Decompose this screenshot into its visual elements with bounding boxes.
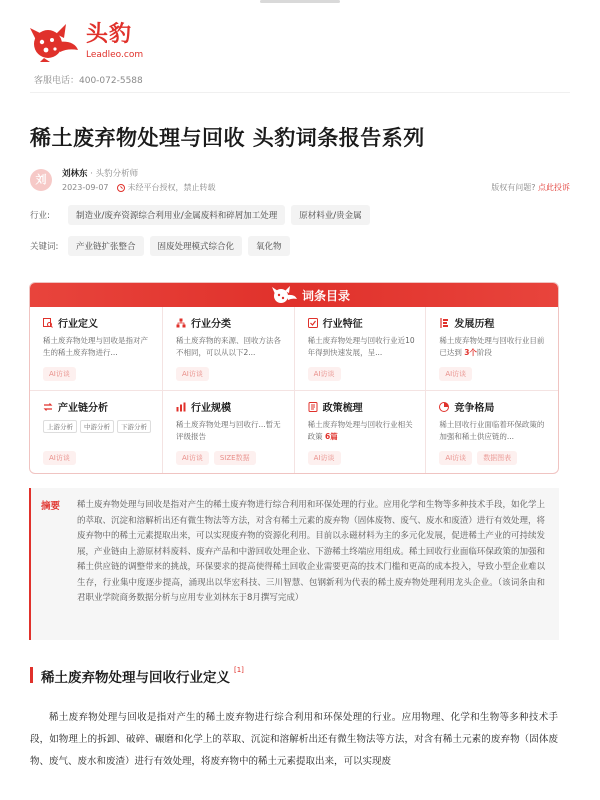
ai-interview-tag[interactable]: AI访谈	[308, 367, 341, 381]
author-info	[30, 167, 570, 197]
no-reprint-icon	[117, 184, 125, 192]
downstream-tag[interactable]: 下游分析	[117, 420, 151, 433]
logo-wordmark: 头豹	[86, 22, 133, 47]
desc-text: 阶段	[476, 348, 492, 357]
abstract-label: 摘要	[41, 501, 61, 512]
toc-header	[30, 283, 558, 307]
author-avatar: 刘	[30, 169, 52, 191]
toc-item-chain[interactable]	[30, 391, 163, 474]
upstream-tag[interactable]: 上游分析	[43, 420, 77, 433]
abstract-box	[29, 488, 559, 640]
policy-icon	[308, 402, 318, 412]
reprint-restriction: 未经平台授权，禁止转载	[127, 183, 216, 192]
size-data-tag[interactable]: SIZE数据	[214, 451, 256, 465]
toc-item-competition[interactable]	[426, 391, 558, 474]
leadleo-logo[interactable]	[28, 22, 143, 62]
keyword-row	[30, 236, 296, 256]
category-icon	[176, 318, 186, 328]
publish-meta	[62, 182, 216, 193]
toc-item-desc: 稀土废弃物处理与回收是指对产生的稀土废弃物进行...	[43, 336, 148, 357]
toc-item-title: 政策梳理	[322, 403, 363, 414]
section-heading	[30, 666, 244, 686]
policy-count: 6篇	[325, 432, 338, 441]
toc-item-desc	[439, 335, 550, 359]
toc-item-desc: 稀土废弃物处理与回收行业近10年得到快速发展，呈...	[307, 336, 415, 357]
chain-icon	[43, 402, 53, 412]
ai-interview-tag[interactable]: AI访谈	[439, 451, 472, 465]
toc-item-title: 产业链分析	[58, 403, 108, 414]
industry-label: 行业:	[30, 211, 50, 221]
toc-item-title: 发展历程	[454, 319, 495, 330]
industry-tag[interactable]: 原材料业/贵金属	[291, 205, 369, 225]
keyword-tag[interactable]: 产业链扩张整合	[68, 236, 144, 256]
chart-data-tag[interactable]: 数据图表	[477, 451, 517, 465]
toc-item-desc: 稀土回收行业面临着环保政策的加强和稀土供应链的...	[439, 420, 545, 441]
toc-item-feature[interactable]	[295, 307, 427, 391]
toc-item-category[interactable]	[163, 307, 295, 391]
history-icon	[439, 318, 449, 328]
keyword-tag[interactable]: 氧化物	[248, 236, 290, 256]
top-scroll-stub	[260, 0, 340, 3]
copyright-prompt: 版权有问题?	[491, 183, 536, 192]
toc-item-title: 行业规模	[191, 403, 231, 414]
toc-item-title: 行业特征	[322, 319, 363, 330]
feature-icon	[308, 318, 318, 328]
desc-text: 稀土废弃物处理与回收行业相关政策	[307, 420, 413, 441]
ai-interview-tag[interactable]: AI访谈	[43, 451, 76, 465]
section-body: 稀土废弃物处理与回收是指对产生的稀土废弃物进行综合利用和环保处理的行业。应用物理、化学和生物等多种技术手段，如物理上的拆卸、破碎、碾磨和化学上的萃取、沉淀和溶解析出还有微生物法等方法，对含有稀土元素的废弃物（固体废物、废气、废水和废渣）进行有效处理，将废弃物中的稀土元素提取出来，可以实现废	[30, 712, 558, 767]
ai-interview-tag[interactable]: AI访谈	[43, 367, 76, 381]
toc-item-title: 竞争格局	[454, 403, 495, 414]
ai-interview-tag[interactable]: AI访谈	[439, 367, 472, 381]
service-hotline: 客服电话：400-072-5588	[34, 76, 143, 86]
section-title: 稀土废弃物处理与回收行业定义	[41, 670, 230, 686]
keyword-tag[interactable]: 固废处理模式综合化	[150, 236, 243, 256]
toc-item-title: 行业分类	[191, 319, 231, 330]
desc-text: 稀土废弃物处理与回收行业目前已达到	[439, 336, 545, 357]
author-name-line	[62, 167, 138, 179]
ai-interview-tag[interactable]: AI访谈	[176, 451, 209, 465]
toc-item-desc: 稀土废弃物的来源、回收方法各不相同，可以从以下2...	[176, 336, 281, 357]
author-role: · 头豹分析师	[87, 169, 139, 179]
leopard-icon	[270, 285, 298, 305]
table-of-contents	[29, 282, 559, 474]
ai-interview-tag[interactable]: AI访谈	[308, 451, 341, 465]
report-title: 稀土废弃物处理与回收 头豹词条报告系列	[30, 126, 425, 150]
abstract-text: 稀土废弃物处理与回收是指对产生的稀土废弃物进行综合利用和环保处理的行业。应用化学和生物等多种技术手段，如化学上的萃取、沉淀和溶解析出还有微生物法等方法，对含有稀土元素的废弃物（固体废物、废气、废水和废渣）进行有效处理，将废弃物中的稀土元素提取出来，可以实现废弃物的资源化利用。目前以永磁材料为主的多元化发展，促进稀土产业的可持续发展，产业链由上游原材料废料、废弃产品和中游回收处理企业、下游稀土终端应用组成。稀土回收行业面临环保政策的加强和稀土供应链的调整带来的挑战，环保要求的提高使得稀土回收企业需要更高的技术门槛和更高的成本投入，导致小型企业难以生存，行业集中度逐步提高，涌现出以华宏科技、三川智慧、包钢新利为代表的稀土废弃物处理利用龙头企业。（该词条由和君职业学院商务数据分析与应用专业刘林东于8月撰写完成）	[77, 500, 545, 603]
copyright-notice	[491, 182, 570, 193]
toc-item-scale[interactable]	[163, 391, 295, 474]
ai-interview-tag[interactable]: AI访谈	[176, 367, 209, 381]
reference-marker[interactable]: [1]	[234, 666, 244, 674]
header-divider	[30, 92, 570, 93]
toc-item-desc	[308, 419, 418, 443]
toc-item-policy[interactable]	[295, 391, 427, 474]
industry-tag[interactable]: 制造业/废弃资源综合利用业/金属废料和碎屑加工处理	[68, 205, 285, 225]
competition-icon	[439, 402, 449, 412]
toc-item-definition[interactable]	[30, 307, 163, 391]
toc-title: 词条目录	[302, 288, 351, 303]
toc-item-history[interactable]	[426, 307, 558, 391]
midstream-tag[interactable]: 中游分析	[80, 420, 114, 433]
scale-icon	[176, 402, 186, 412]
industry-row	[30, 205, 376, 225]
logo-url: Leadleo.com	[86, 50, 144, 60]
keyword-label: 关键词:	[30, 242, 59, 252]
definition-icon	[43, 318, 53, 328]
author-name[interactable]: 刘林东	[62, 169, 88, 179]
section-accent-bar	[30, 667, 33, 683]
complaint-link[interactable]: 点此投诉	[538, 183, 570, 192]
leopard-logo-icon	[28, 22, 80, 62]
toc-item-title: 行业定义	[58, 319, 98, 330]
toc-item-desc: 稀土废弃物处理与回收行...暂无评级报告	[176, 420, 281, 441]
publish-date: 2023-09-07	[62, 183, 109, 192]
stage-count: 3个	[464, 348, 477, 357]
